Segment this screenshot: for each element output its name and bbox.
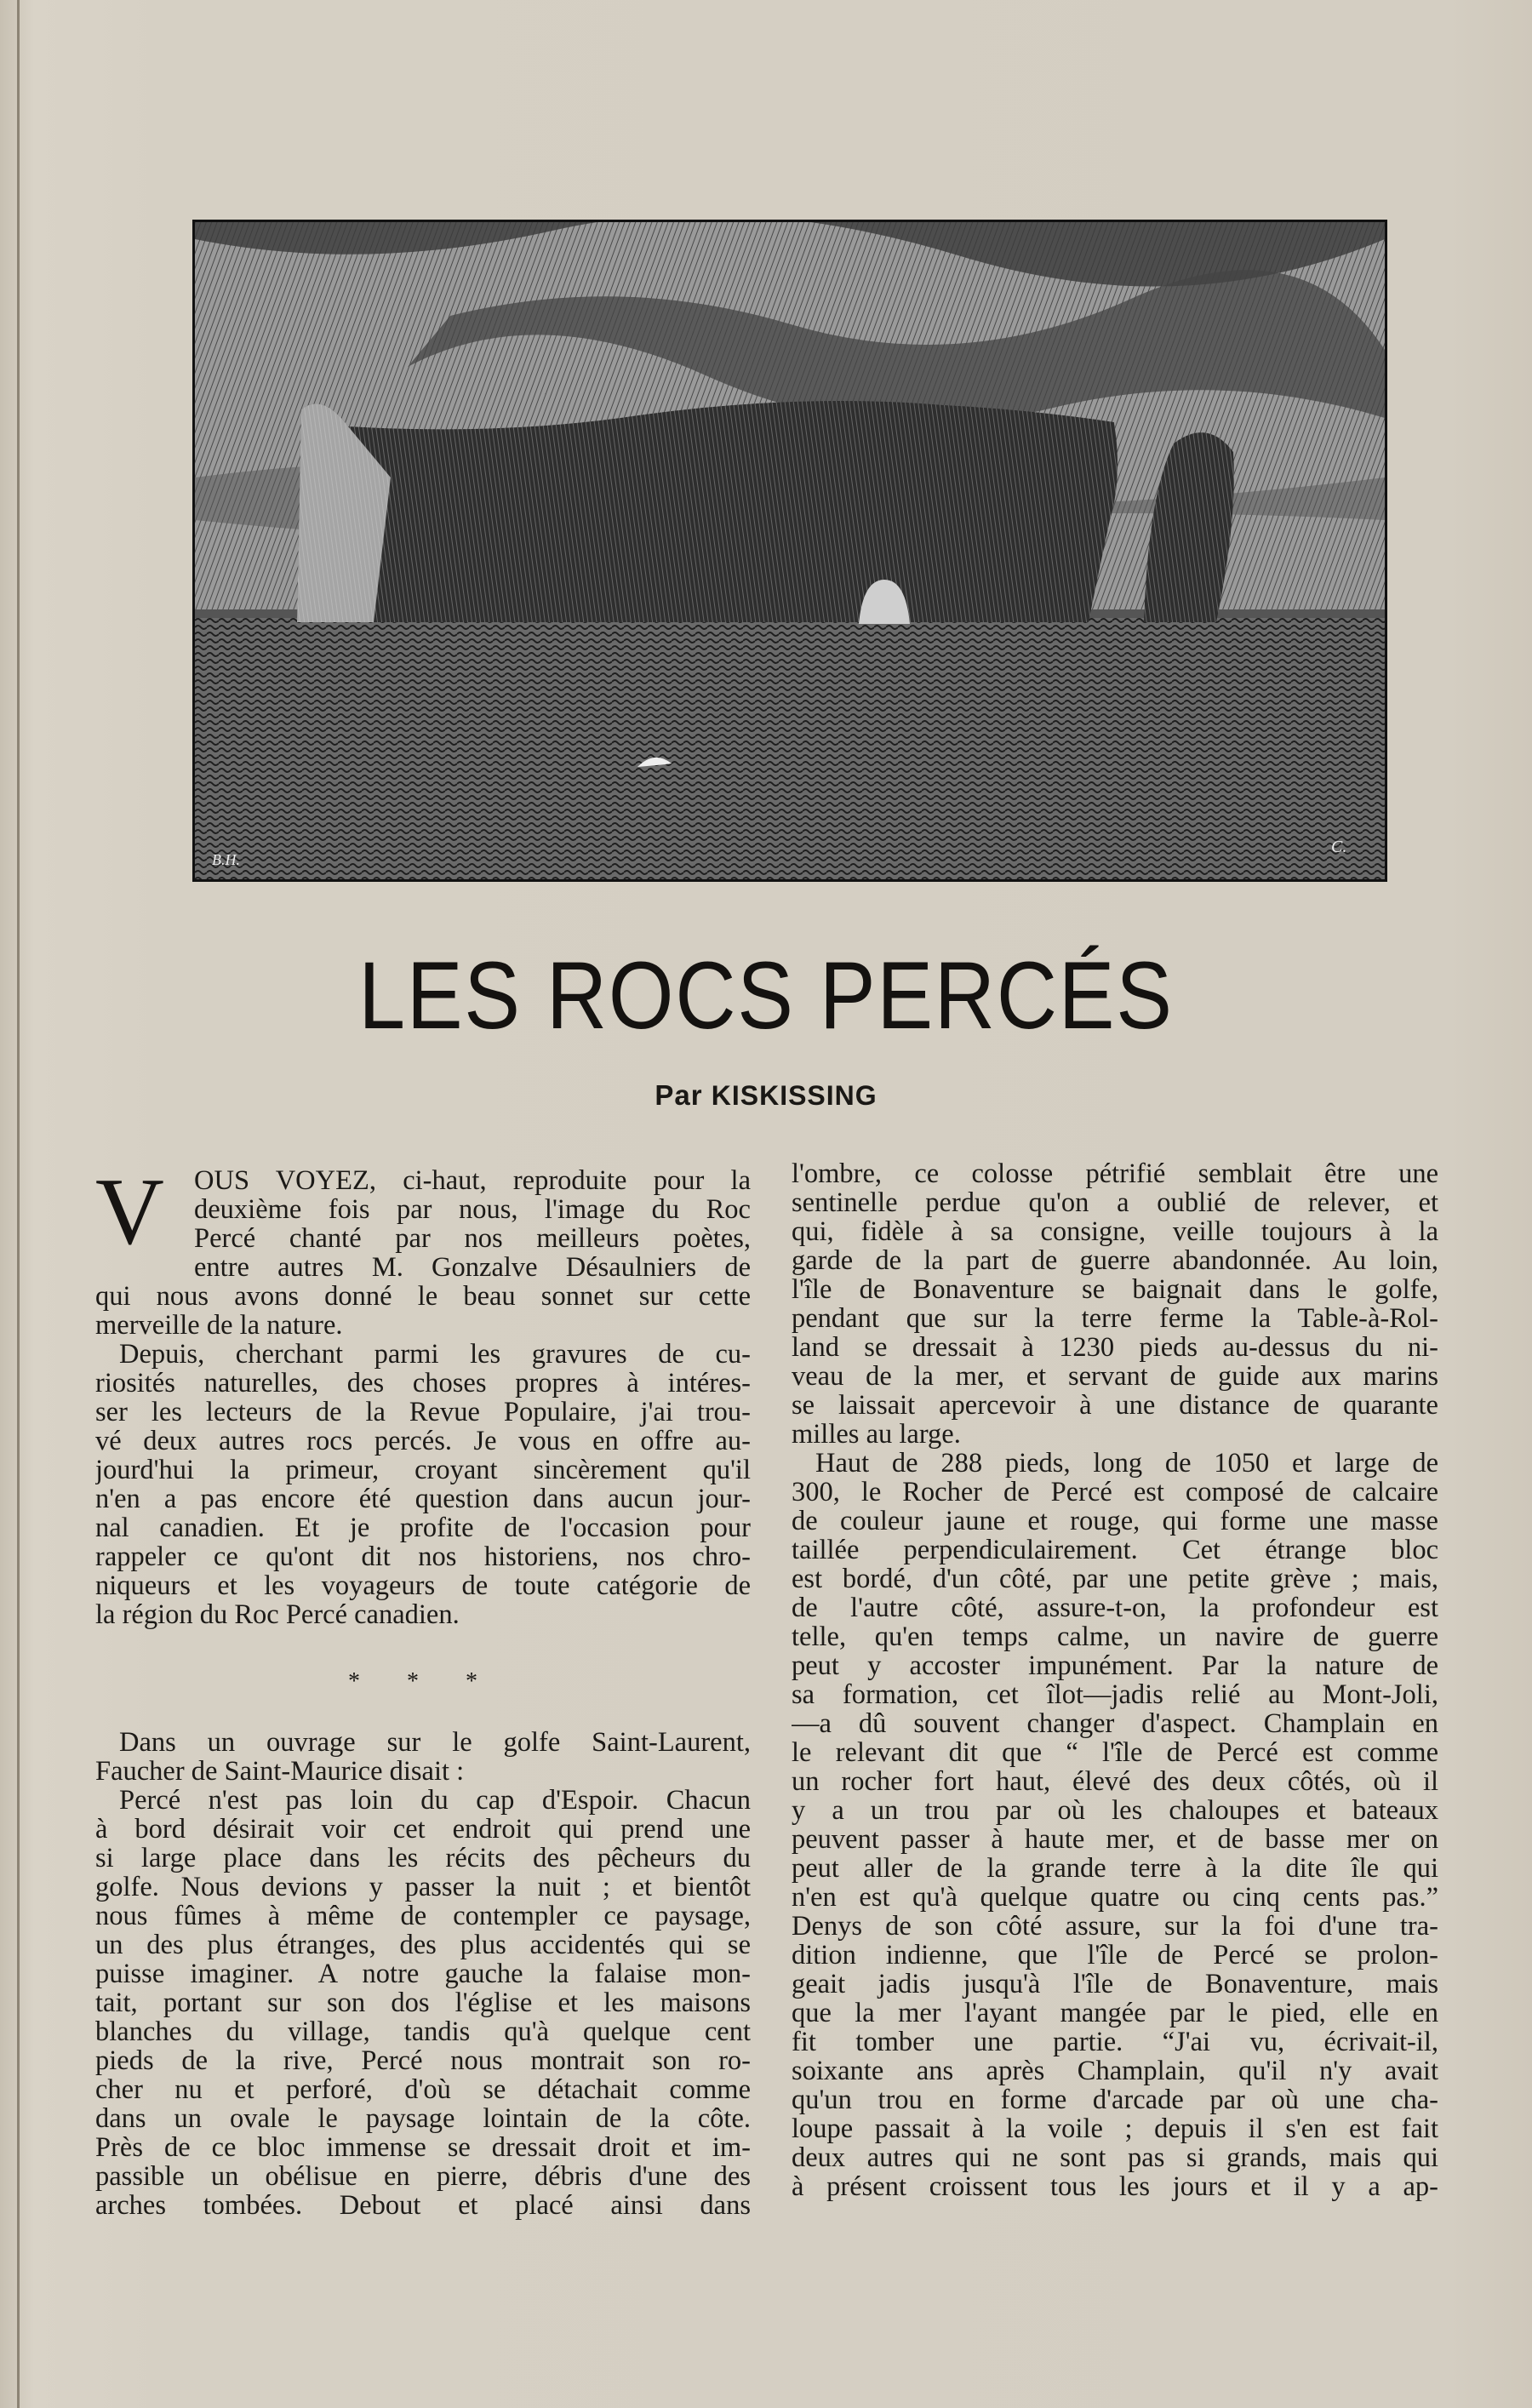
text-line: land se dressait à 1230 pieds au-dessus du ni- <box>792 1333 1438 1362</box>
left-column-part2 <box>95 1728 751 2220</box>
text-line: nal canadien. Et je profite de l'occasion pour <box>95 1513 751 1542</box>
text-line: geait jadis jusqu'à l'île de Bonaventure, mais <box>792 1970 1438 1999</box>
text-line: si large place dans les récits des pêcheurs du <box>95 1844 751 1873</box>
text-line: Faucher de Saint-Maurice disait : <box>95 1756 465 1787</box>
text-line: est bordé, d'un côté, par une petite grève ; mais, <box>792 1564 1438 1593</box>
text-line: vé deux autres rocs percés. Je vous en offre au- <box>95 1427 751 1456</box>
text-line: puisse imaginer. A notre gauche la falaise mon- <box>95 1959 751 1988</box>
text-line: veau de la mer, et servant de guide aux marins <box>792 1362 1438 1391</box>
text-line: passible un obélisue en pierre, débris d'une des <box>95 2162 751 2191</box>
text-line: deuxième fois par nous, l'image du Roc <box>194 1195 751 1224</box>
text-line: qui nous avons donné le beau sonnet sur cette <box>95 1282 751 1311</box>
text-line: Depuis, cherchant parmi les gravures de cu- <box>119 1340 751 1369</box>
text-line: niqueurs et les voyageurs de toute catégorie de <box>95 1571 751 1600</box>
text-line: sa formation, cet îlot—jadis relié au Mont-Joli, <box>792 1680 1438 1709</box>
article-title: LES ROCS PERCÉS <box>358 942 1174 1049</box>
text-line: 300, le Rocher de Percé est composé de calcaire <box>792 1478 1438 1507</box>
text-line: se laissait apercevoir à une distance de quarante <box>792 1391 1438 1420</box>
text-line: merveille de la nature. <box>95 1310 343 1341</box>
text-line: milles au large. <box>792 1419 961 1450</box>
text-line: cher nu et perforé, d'où se détachait comme <box>95 2075 751 2104</box>
right-column <box>792 1159 1438 2201</box>
engraving-signature-left: B.H. <box>212 851 240 868</box>
text-line: dition indienne, que l'île de Percé se prolon- <box>792 1941 1438 1970</box>
text-line: qu'un trou en forme d'arcade par où une cha- <box>792 2085 1438 2114</box>
article-byline <box>0 1079 1532 1112</box>
text-line: n'en est qu'à quelque quatre ou cinq cents pas.” <box>792 1883 1438 1912</box>
section-separator: * * * <box>348 1668 498 1695</box>
text-line: pendant que sur la terre ferme la Table-à-Rol- <box>792 1304 1438 1333</box>
text-line: riosités naturelles, des choses propres à intéres- <box>95 1369 751 1398</box>
text-line: loupe passait à la voile ; depuis il s'en est fait <box>792 2114 1438 2143</box>
text-line: tait, portant sur son dos l'église et les maisons <box>95 1988 751 2017</box>
text-line: y a un trou par où les chaloupes et bateaux <box>792 1796 1438 1825</box>
byline-prefix: Par <box>655 1079 703 1111</box>
text-line: n'en a pas encore été question dans aucun jour- <box>95 1484 751 1513</box>
text-line: nous fûmes à même de contempler ce paysage, <box>95 1902 751 1930</box>
text-line: le relevant dit que “ l'île de Percé est comme <box>792 1738 1438 1767</box>
text-line: Percé n'est pas loin du cap d'Espoir. Chacun <box>119 1786 751 1815</box>
text-line: OUS VOYEZ, ci-haut, reproduite pour la <box>194 1166 751 1195</box>
text-line: Denys de son côté assure, sur la foi d'une tra- <box>792 1912 1438 1941</box>
text-line: deux autres qui ne sont pas si grands, mais qui <box>792 2143 1438 2172</box>
binding-gutter <box>17 0 20 2408</box>
text-line: ser les lecteurs de la Revue Populaire, j'ai trou- <box>95 1398 751 1427</box>
text-line: de l'autre côté, assure-t-on, la profondeur est <box>792 1593 1438 1622</box>
text-line: soixante ans après Champlain, qu'il n'y avait <box>792 2056 1438 2085</box>
text-line: golfe. Nous devions y passer la nuit ; et bientôt <box>95 1873 751 1902</box>
text-line: fit tomber une partie. “J'ai vu, écrivait-il, <box>792 2028 1438 2056</box>
text-line: l'ombre, ce colosse pétrifié semblait être une <box>792 1159 1438 1188</box>
text-line: un rocher fort haut, élevé des deux côtés, où il <box>792 1767 1438 1796</box>
drop-cap: V <box>95 1159 164 1265</box>
text-line: blanches du village, tandis qu'à quelque cent <box>95 2017 751 2046</box>
text-line: jourd'hui la primeur, croyant sincèrement qu'il <box>95 1456 751 1484</box>
text-line: —a dû souvent changer d'aspect. Champlain en <box>792 1709 1438 1738</box>
text-line: peuvent passer à haute mer, et de basse mer on <box>792 1825 1438 1854</box>
text-line: Près de ce bloc immense se dressait droit et im- <box>95 2133 751 2162</box>
text-line: Haut de 288 pieds, long de 1050 et large de <box>815 1449 1438 1478</box>
text-line: à bord désirait voir cet endroit qui prend une <box>95 1815 751 1844</box>
text-line: rappeler ce qu'ont dit nos historiens, nos chro- <box>95 1542 751 1571</box>
text-line: pieds de la rive, Percé nous montrait son ro- <box>95 2046 751 2075</box>
text-line: peut aller de la grande terre à la dite île qui <box>792 1854 1438 1883</box>
text-line: Percé chanté par nos meilleurs poètes, <box>194 1224 751 1253</box>
text-line: dans un ovale le paysage lointain de la côte. <box>95 2104 751 2133</box>
left-column-part1 <box>95 1159 751 1630</box>
text-line: garde de la part de guerre abandonnée. Au loin, <box>792 1246 1438 1275</box>
text-line: l'île de Bonaventure se baignait dans le golfe, <box>792 1275 1438 1304</box>
text-line: arches tombées. Debout et placé ainsi dans <box>95 2191 751 2220</box>
text-line: à présent croissent tous les jours et il y a ap- <box>792 2172 1438 2201</box>
text-line: Dans un ouvrage sur le golfe Saint-Laurent, <box>119 1728 751 1757</box>
text-line: peut y accoster impunément. Par la nature de <box>792 1651 1438 1680</box>
text-line: telle, qu'en temps calme, un navire de guerre <box>792 1622 1438 1651</box>
text-line: entre autres M. Gonzalve Désaulniers de <box>194 1253 751 1282</box>
text-line: de couleur jaune et rouge, qui forme une masse <box>792 1507 1438 1536</box>
text-line: la région du Roc Percé canadien. <box>95 1599 460 1630</box>
engraving-illustration <box>195 222 1385 879</box>
text-line: qui, fidèle à sa consigne, veille toujours à la <box>792 1217 1438 1246</box>
roc-perce-engraving <box>192 220 1387 882</box>
engraving-signature-right: C. <box>1331 838 1347 856</box>
text-line: sentinelle perdue qu'on a oublié de relever, et <box>792 1188 1438 1217</box>
text-line: taillée perpendiculairement. Cet étrange bloc <box>792 1536 1438 1564</box>
text-line: un des plus étranges, des plus accidentés qui se <box>95 1930 751 1959</box>
byline-author: KISKISSING <box>711 1080 877 1111</box>
text-line: que la mer l'ayant mangée par le pied, elle en <box>792 1999 1438 2028</box>
